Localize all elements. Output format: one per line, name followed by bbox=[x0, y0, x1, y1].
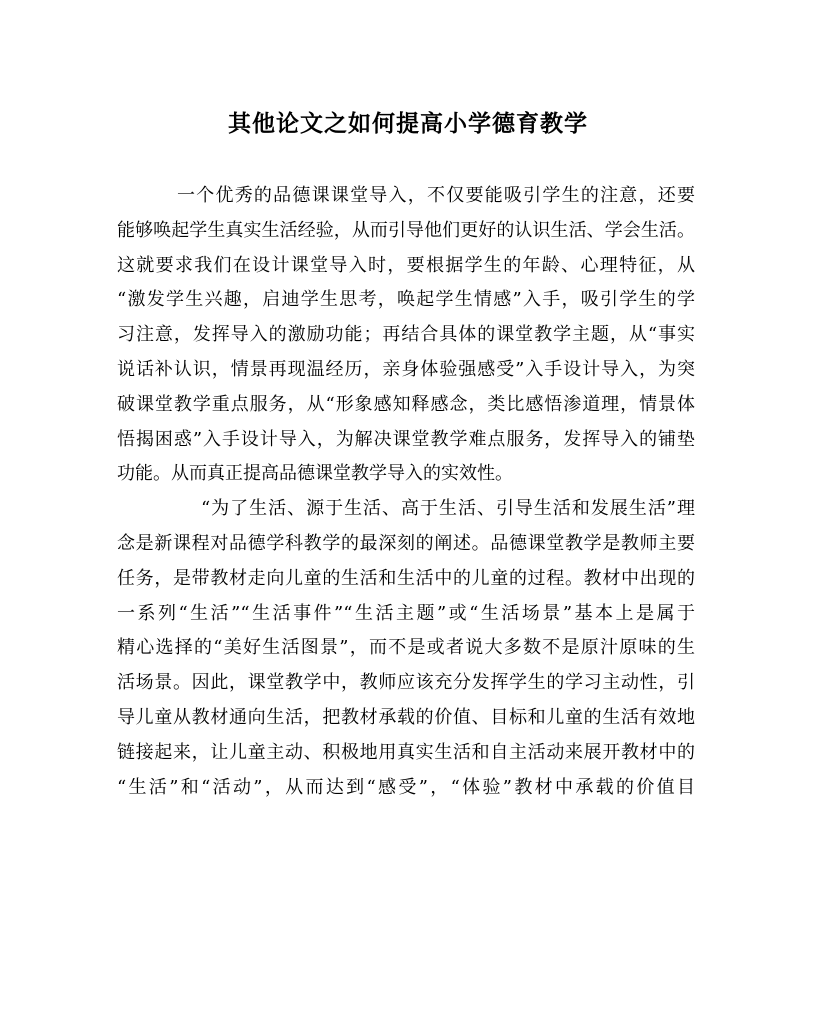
paragraph-line: 任务，是带教材走向儿童的生活和生活中的儿童的过程。教材中出现的 bbox=[117, 567, 695, 589]
paragraph-line: 精心选择的“美好生活图景”，而不是或者说大多数不是原汁原味的生 bbox=[117, 637, 695, 659]
paragraph-line: 链接起来，让儿童主动、积极地用真实生活和自主活动来展开教材中的 bbox=[117, 741, 695, 763]
document-body bbox=[117, 179, 695, 805]
paragraph-line: 一个优秀的品德课课堂导入，不仅要能吸引学生的注意，还要 bbox=[177, 185, 695, 206]
paragraph-line: 一系列“生活”“生活事件”“生活主题”或“生活场景”基本上是属于 bbox=[117, 602, 695, 624]
paragraph-line: 活场景。因此，课堂教学中，教师应该充分发挥学生的学习主动性，引 bbox=[117, 672, 695, 694]
paragraph-line: 能够唤起学生真实生活经验，从而引导他们更好的认识生活、学会生活。 bbox=[117, 219, 695, 241]
paragraph-line: 功能。从而真正提高品德课堂教学导入的实效性。 bbox=[117, 463, 513, 485]
paragraph-line: 破课堂教学重点服务，从“形象感知释感念，类比感悟渗道理，情景体 bbox=[117, 393, 695, 415]
paragraph-line: “生活”和“活动”，从而达到“感受”，“体验”教材中承载的价值目 bbox=[117, 776, 695, 798]
paragraph-line: 导儿童从教材通向生活，把教材承载的价值、目标和儿童的生活有效地 bbox=[117, 706, 695, 728]
paragraph-1 bbox=[117, 179, 695, 492]
paragraph-2 bbox=[117, 492, 695, 805]
paragraph-line: “为了生活、源于生活、高于生活、引导生活和发展生活”理 bbox=[201, 498, 695, 520]
paragraph-line: 念是新课程对品德学科教学的最深刻的阐述。品德课堂教学是教师主要 bbox=[117, 532, 695, 554]
paragraph-line: 习注意，发挥导入的激励功能；再结合具体的课堂教学主题，从“事实 bbox=[117, 324, 695, 346]
paragraph-line: 说话补认识，情景再现温经历，亲身体验强感受”入手设计导入，为突 bbox=[117, 358, 695, 380]
paragraph-line: 这就要求我们在设计课堂导入时，要根据学生的年龄、心理特征，从 bbox=[117, 254, 695, 276]
paragraph-line: “激发学生兴趣，启迪学生思考，唤起学生情感”入手，吸引学生的学 bbox=[117, 289, 695, 311]
document-title: 其他论文之如何提高小学德育教学 bbox=[228, 110, 588, 137]
paragraph-line: 悟揭困惑”入手设计导入，为解决课堂教学难点服务，发挥导入的铺垫 bbox=[117, 428, 695, 450]
